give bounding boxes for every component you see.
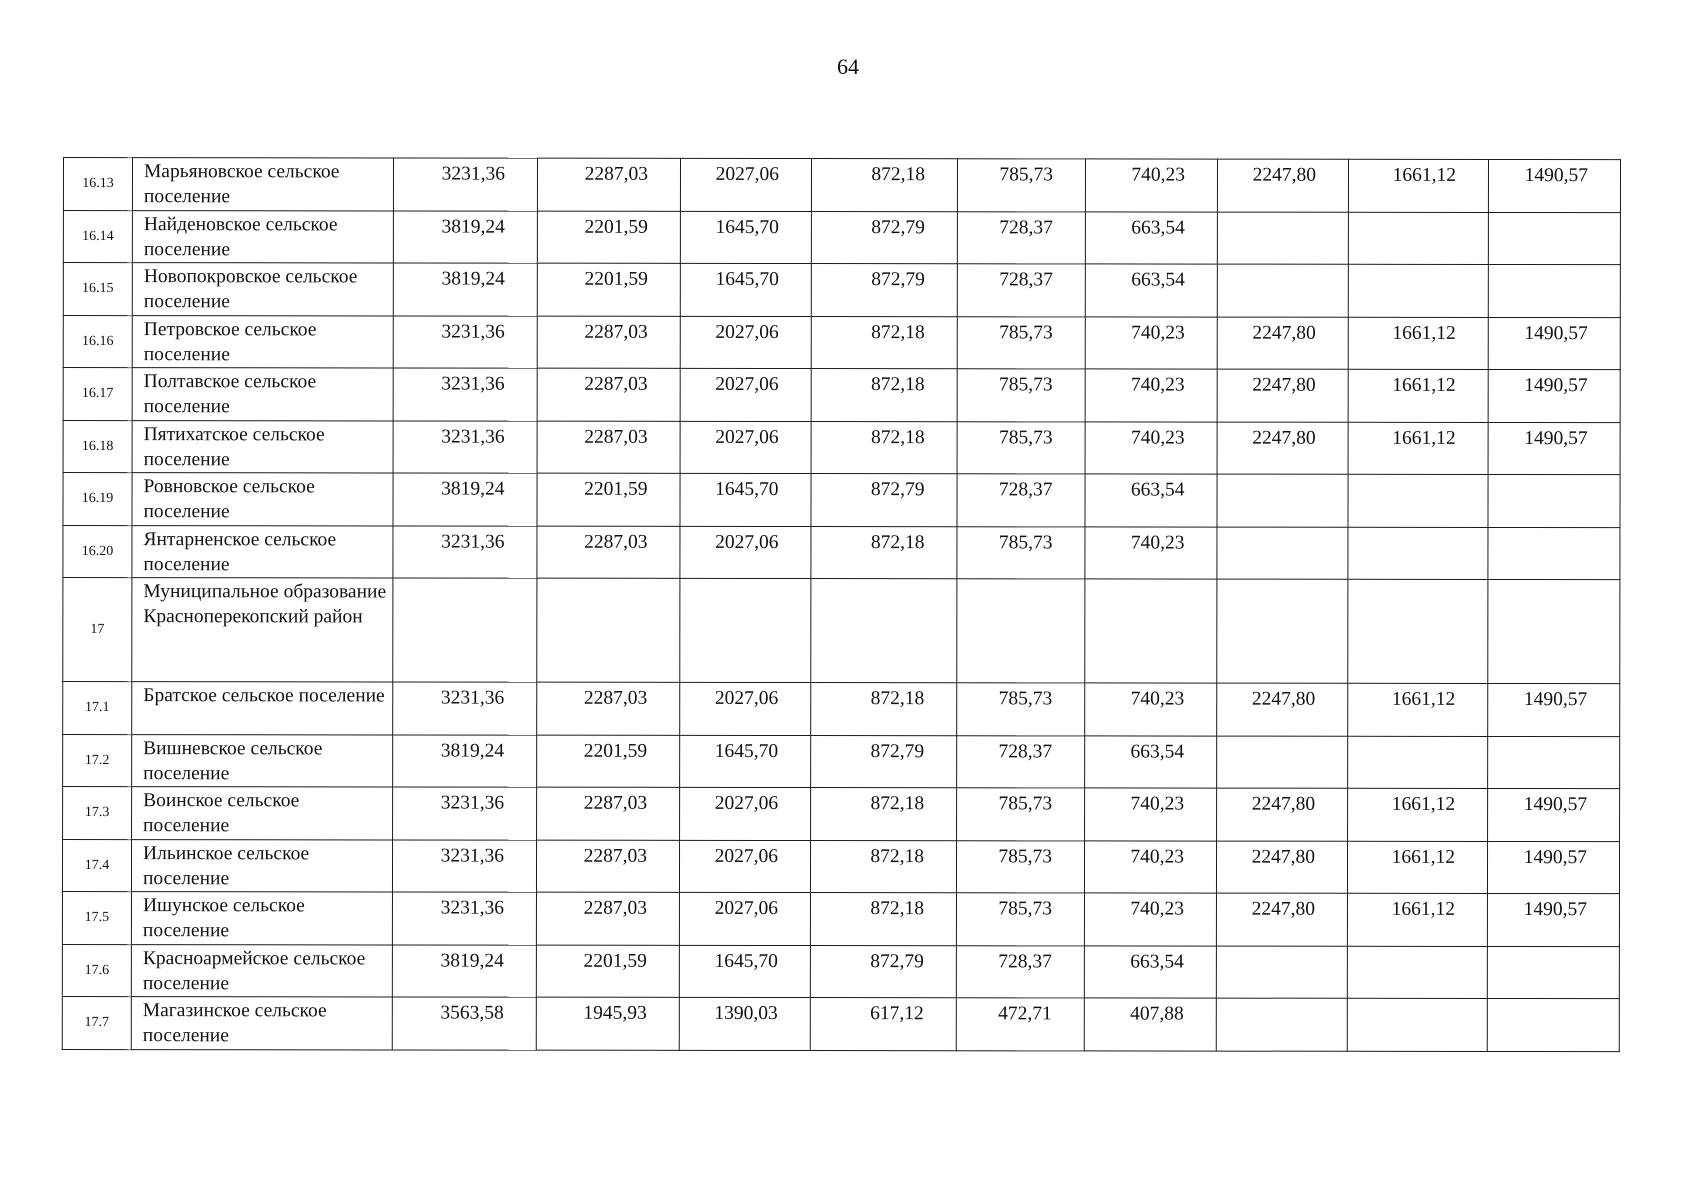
value-cell: 728,37 [957, 474, 1085, 527]
value-cell [1216, 946, 1347, 999]
value-cell [1487, 998, 1619, 1051]
value-cell: 2247,80 [1216, 841, 1347, 894]
value-cell: 740,23 [1085, 421, 1217, 474]
value-cell: 3819,24 [393, 473, 537, 526]
value-cell: 3231,36 [393, 420, 537, 473]
table-row [63, 368, 1620, 423]
settlement-name-cell: Красноармейское сельское поселение [131, 944, 392, 997]
value-cell: 1645,70 [680, 473, 811, 526]
value-cell: 2287,03 [537, 368, 680, 421]
value-cell: 1661,12 [1348, 369, 1488, 422]
row-number-cell: 16.16 [63, 315, 132, 368]
value-cell [1217, 264, 1348, 317]
value-cell: 872,18 [811, 369, 957, 422]
table-row [63, 315, 1620, 370]
value-cell: 1661,12 [1347, 841, 1487, 894]
value-cell: 872,18 [810, 893, 956, 946]
value-cell: 2027,06 [680, 158, 811, 211]
value-cell: 1490,57 [1487, 841, 1619, 894]
value-cell: 1490,57 [1488, 422, 1620, 475]
value-cell: 728,37 [957, 211, 1085, 264]
value-cell: 1645,70 [680, 735, 811, 788]
value-cell: 872,79 [810, 945, 956, 998]
value-cell: 1390,03 [679, 997, 810, 1050]
table-row [63, 473, 1620, 528]
settlement-name-cell: Магазинское сельское поселение [131, 997, 392, 1050]
value-cell: 728,37 [957, 735, 1085, 788]
value-cell: 785,73 [957, 421, 1085, 474]
value-cell [957, 579, 1085, 683]
value-cell: 3231,36 [393, 158, 537, 211]
value-cell: 872,18 [811, 526, 957, 579]
value-cell: 785,73 [957, 316, 1085, 369]
table-row [63, 525, 1620, 580]
value-cell: 3231,36 [393, 787, 537, 840]
table-row [62, 892, 1619, 947]
value-cell [1348, 212, 1488, 265]
tariff-table [62, 157, 1621, 1052]
value-cell: 2027,06 [679, 892, 810, 945]
value-cell [1217, 527, 1348, 580]
value-cell: 1490,57 [1488, 159, 1620, 212]
value-cell: 2027,06 [680, 316, 811, 369]
value-cell: 785,73 [957, 526, 1085, 579]
value-cell: 3819,24 [393, 263, 537, 316]
row-number-cell: 17.1 [63, 682, 132, 735]
value-cell [680, 578, 811, 682]
value-cell: 872,79 [811, 474, 957, 527]
value-cell: 2027,06 [680, 787, 811, 840]
value-cell [1348, 579, 1488, 683]
value-cell: 663,54 [1084, 945, 1216, 998]
value-cell [1217, 736, 1348, 789]
row-number-cell: 17.5 [62, 892, 131, 945]
value-cell: 872,18 [810, 840, 956, 893]
value-cell: 2247,80 [1217, 369, 1348, 422]
table-row [63, 787, 1620, 842]
value-cell: 1645,70 [679, 945, 810, 998]
settlement-name-cell: Пятихатское сельское поселение [132, 420, 393, 473]
settlement-name-cell: Братское сельское поселение [132, 682, 393, 735]
value-cell: 785,73 [957, 159, 1085, 212]
value-cell: 407,88 [1084, 998, 1216, 1051]
value-cell: 2247,80 [1217, 788, 1348, 841]
value-cell: 472,71 [956, 998, 1084, 1051]
value-cell [1488, 264, 1620, 317]
value-cell: 2027,06 [680, 526, 811, 579]
value-cell: 3231,36 [392, 892, 536, 945]
value-cell [1347, 946, 1487, 999]
value-cell [1085, 579, 1217, 683]
value-cell: 2247,80 [1217, 683, 1348, 736]
value-cell [1348, 474, 1488, 527]
value-cell: 2201,59 [536, 945, 679, 998]
value-cell: 785,73 [957, 788, 1085, 841]
table-body [62, 158, 1620, 1052]
settlement-name-cell: Петровское сельское поселение [132, 315, 393, 368]
value-cell: 740,23 [1084, 893, 1216, 946]
value-cell: 785,73 [956, 840, 1084, 893]
value-cell: 728,37 [957, 264, 1085, 317]
value-cell: 3231,36 [392, 839, 536, 892]
table-row [63, 734, 1620, 789]
value-cell [1217, 212, 1348, 265]
value-cell [393, 578, 537, 682]
value-cell: 1661,12 [1348, 159, 1488, 212]
value-cell: 663,54 [1085, 474, 1217, 527]
value-cell: 2201,59 [537, 735, 680, 788]
value-cell [1348, 527, 1488, 580]
value-cell: 740,23 [1085, 316, 1217, 369]
value-cell: 785,73 [956, 893, 1084, 946]
value-cell: 663,54 [1085, 264, 1217, 317]
value-cell [1216, 998, 1347, 1051]
value-cell: 2027,06 [680, 368, 811, 421]
value-cell [811, 579, 957, 683]
value-cell: 617,12 [810, 998, 956, 1051]
row-number-cell: 16.14 [63, 210, 132, 263]
row-number-cell: 17.4 [62, 839, 131, 892]
value-cell: 785,73 [957, 369, 1085, 422]
table-row [63, 420, 1620, 475]
settlement-name-cell: Янтарненское сельское поселение [132, 525, 393, 578]
value-cell: 872,18 [811, 788, 957, 841]
value-cell: 2027,06 [679, 840, 810, 893]
settlement-name-cell: Воинское сельское поселение [132, 787, 393, 840]
value-cell: 2247,80 [1216, 893, 1347, 946]
settlement-name-cell: Марьяновское сельское поселение [132, 158, 393, 211]
table-row [63, 682, 1620, 737]
value-cell [1217, 579, 1348, 683]
table-row [62, 996, 1619, 1051]
settlement-name-cell: Ишунское сельское поселение [131, 892, 392, 945]
row-number-cell: 16.13 [63, 158, 132, 211]
value-cell: 1490,57 [1488, 683, 1620, 736]
settlement-name-cell: Ровновское сельское поселение [132, 473, 393, 526]
value-cell: 2027,06 [680, 682, 811, 735]
row-number-cell: 16.15 [63, 263, 132, 316]
value-cell [1487, 946, 1619, 999]
value-cell: 2201,59 [537, 263, 680, 316]
value-cell: 1490,57 [1487, 893, 1619, 946]
value-cell [1217, 474, 1348, 527]
row-number-cell: 16.20 [63, 525, 132, 578]
value-cell: 2247,80 [1217, 159, 1348, 212]
value-cell: 1945,93 [536, 997, 679, 1050]
value-cell: 1490,57 [1488, 788, 1620, 841]
table-row [63, 158, 1620, 213]
value-cell: 2287,03 [537, 682, 680, 735]
table-row [63, 578, 1620, 684]
settlement-name-cell: Муниципальное образование Красноперекопский район [132, 578, 393, 682]
row-number-cell: 17.2 [63, 734, 132, 787]
value-cell: 872,79 [811, 211, 957, 264]
value-cell: 1661,12 [1348, 788, 1488, 841]
value-cell [1347, 998, 1487, 1051]
value-cell: 740,23 [1085, 159, 1217, 212]
value-cell: 2287,03 [537, 158, 680, 211]
settlement-name-cell: Вишневское сельское поселение [132, 734, 393, 787]
value-cell: 1661,12 [1348, 683, 1488, 736]
row-number-cell: 16.17 [63, 368, 132, 421]
value-cell [1488, 527, 1620, 580]
value-cell: 1645,70 [680, 211, 811, 264]
value-cell: 740,23 [1085, 369, 1217, 422]
table-row [62, 944, 1619, 999]
value-cell: 3231,36 [393, 315, 537, 368]
value-cell: 2287,03 [536, 892, 679, 945]
value-cell: 1490,57 [1488, 369, 1620, 422]
row-number-cell: 16.19 [63, 473, 132, 526]
settlement-name-cell: Ильинское сельское поселение [131, 839, 392, 892]
value-cell: 2287,03 [537, 787, 680, 840]
value-cell: 740,23 [1085, 526, 1217, 579]
table-row [62, 839, 1619, 894]
value-cell: 1490,57 [1488, 317, 1620, 370]
value-cell: 663,54 [1085, 735, 1217, 788]
page-number: 64 [837, 54, 859, 79]
value-cell: 1661,12 [1348, 422, 1488, 475]
value-cell: 3819,24 [393, 734, 537, 787]
value-cell [1488, 212, 1620, 265]
table-row [63, 263, 1620, 318]
value-cell: 872,79 [811, 264, 957, 317]
value-cell: 3819,24 [393, 210, 537, 263]
row-number-cell: 17.3 [63, 787, 132, 840]
value-cell: 872,18 [811, 159, 957, 212]
value-cell: 663,54 [1085, 211, 1217, 264]
value-cell: 872,18 [811, 683, 957, 736]
value-cell: 785,73 [957, 683, 1085, 736]
value-cell: 872,18 [811, 316, 957, 369]
row-number-cell: 17.7 [62, 996, 131, 1049]
settlement-name-cell: Новопокровское сельское поселение [132, 263, 393, 316]
row-number-cell: 16.18 [63, 420, 132, 473]
value-cell: 2201,59 [537, 473, 680, 526]
value-cell: 872,18 [811, 421, 957, 474]
value-cell: 740,23 [1084, 840, 1216, 893]
value-cell: 3231,36 [393, 368, 537, 421]
row-number-cell: 17.6 [62, 944, 131, 997]
value-cell: 2287,03 [537, 421, 680, 474]
value-cell: 2287,03 [537, 316, 680, 369]
value-cell: 2027,06 [680, 421, 811, 474]
value-cell: 740,23 [1085, 683, 1217, 736]
value-cell [1348, 264, 1488, 317]
value-cell: 728,37 [956, 945, 1084, 998]
row-number-cell: 17 [63, 578, 132, 682]
value-cell: 872,79 [811, 735, 957, 788]
value-cell [1488, 579, 1620, 683]
value-cell: 2201,59 [537, 211, 680, 264]
value-cell: 740,23 [1085, 788, 1217, 841]
value-cell: 2247,80 [1217, 317, 1348, 370]
settlement-name-cell: Полтавское сельское поселение [132, 368, 393, 421]
value-cell: 1661,12 [1348, 317, 1488, 370]
value-cell: 3231,36 [393, 682, 537, 735]
value-cell [537, 578, 680, 682]
value-cell: 3819,24 [392, 944, 536, 997]
value-cell: 3563,58 [392, 997, 536, 1050]
value-cell: 2247,80 [1217, 422, 1348, 475]
value-cell: 3231,36 [393, 525, 537, 578]
value-cell [1488, 736, 1620, 789]
value-cell: 1645,70 [680, 263, 811, 316]
value-cell [1348, 736, 1488, 789]
value-cell [1488, 474, 1620, 527]
value-cell: 2287,03 [537, 526, 680, 579]
table-row [63, 210, 1620, 265]
value-cell: 2287,03 [536, 840, 679, 893]
settlement-name-cell: Найденовское сельское поселение [132, 210, 393, 263]
value-cell: 1661,12 [1347, 893, 1487, 946]
